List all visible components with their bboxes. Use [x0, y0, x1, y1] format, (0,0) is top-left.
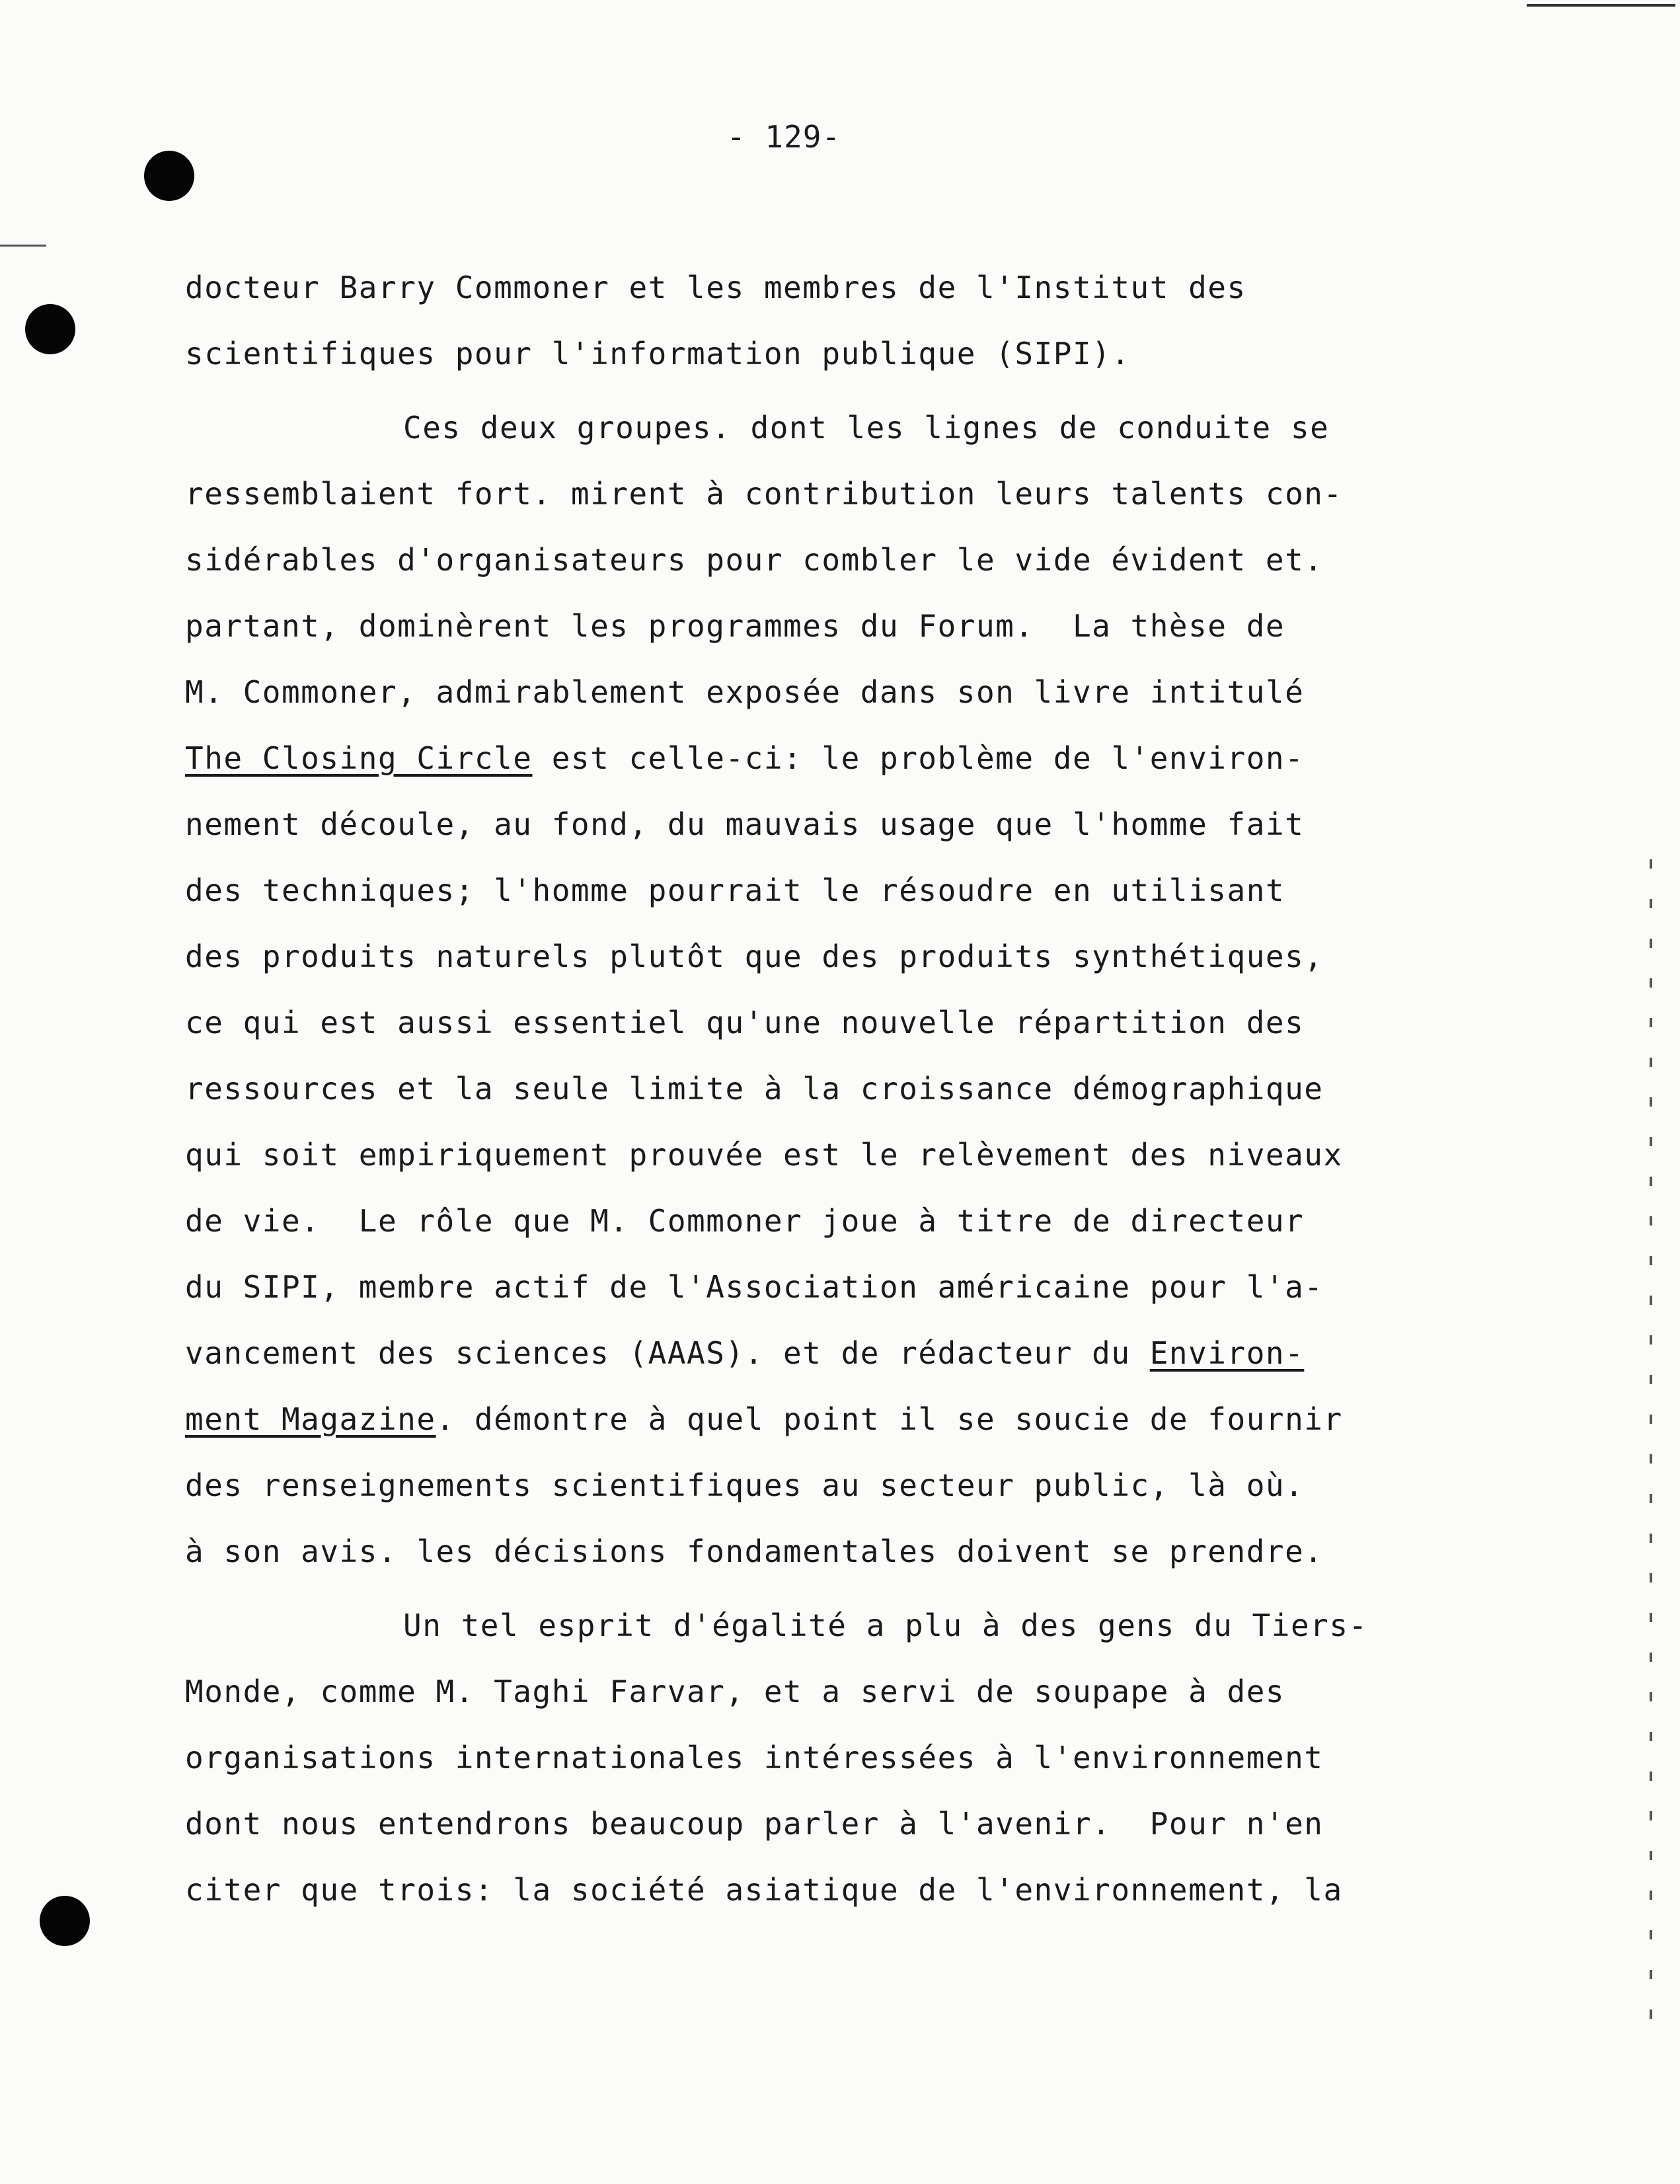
scan-mark [0, 245, 46, 247]
body-text [185, 254, 1428, 1923]
magazine-title: Environ- [1149, 1335, 1305, 1371]
text-line: qui soit empiriquement prouvée est le relèvement des niveaux [185, 1137, 1343, 1173]
text-line: des techniques; l'homme pourrait le résoudre en utilisant [185, 873, 1285, 908]
text-line: ce qui est aussi essentiel qu'une nouvelle répartition des [185, 1005, 1305, 1040]
text-line: de vie. Le rôle que M. Commoner joue à titre de directeur [185, 1203, 1305, 1239]
text-line: citer que trois: la société asiatique de l'environnement, la [185, 1872, 1343, 1908]
text-line: ressemblaient fort. mirent à contribution leurs talents con- [185, 476, 1343, 512]
text-line: dont nous entendrons beaucoup parler à l'avenir. Pour n'en [185, 1806, 1324, 1842]
text-line: nement découle, au fond, du mauvais usage que l'homme fait [185, 806, 1305, 842]
text-line: M. Commoner, admirablement exposée dans son livre intitulé [185, 674, 1305, 710]
text-line [185, 725, 1428, 791]
text-line: Un tel esprit d'égalité a plu à des gens du Tiers- [403, 1608, 1368, 1643]
paragraph [185, 395, 1428, 1584]
text-line: docteur Barry Commoner et les membres de l'Institut des [185, 270, 1246, 305]
text-line: à son avis. les décisions fondamentales doivent se prendre. [185, 1534, 1324, 1569]
text-line: Monde, comme M. Taghi Farvar, et a servi de soupape à des [185, 1674, 1285, 1709]
paragraph [185, 254, 1428, 387]
text-line [185, 1320, 1428, 1386]
text-line: organisations internationales intéressées à l'environnement [185, 1740, 1324, 1775]
punch-hole [40, 1896, 90, 1946]
punch-hole [25, 304, 75, 354]
text-line: des renseignements scientifiques au secteur public, là où. [185, 1467, 1305, 1503]
text-line: sidérables d'organisateurs pour combler le vide évident et. [185, 542, 1324, 578]
page-number: - 129- [727, 119, 841, 155]
book-title: The Closing Circle [185, 740, 533, 776]
magazine-title: ment Magazine [185, 1401, 436, 1437]
paragraph [185, 1592, 1428, 1923]
text-line: scientifiques pour l'information publique (SIPI). [185, 336, 1131, 371]
punch-hole [144, 151, 194, 201]
scan-edge [1650, 859, 1652, 2049]
text-fragment: . démontre à quel point il se soucie de fournir [436, 1401, 1343, 1437]
scan-mark [1527, 4, 1675, 7]
text-line: du SIPI, membre actif de l'Association américaine pour l'a- [185, 1269, 1324, 1305]
text-line: des produits naturels plutôt que des produits synthétiques, [185, 939, 1324, 974]
text-line [185, 1386, 1428, 1452]
text-line: ressources et la seule limite à la croissance démographique [185, 1071, 1324, 1107]
text-fragment: vancement des sciences (AAAS). et de rédacteur du [185, 1335, 1150, 1371]
text-fragment: est celle-ci: le problème de l'environ- [532, 740, 1305, 776]
text-line: partant, dominèrent les programmes du Forum. La thèse de [185, 608, 1285, 644]
text-line: Ces deux groupes. dont les lignes de conduite se [403, 410, 1330, 446]
